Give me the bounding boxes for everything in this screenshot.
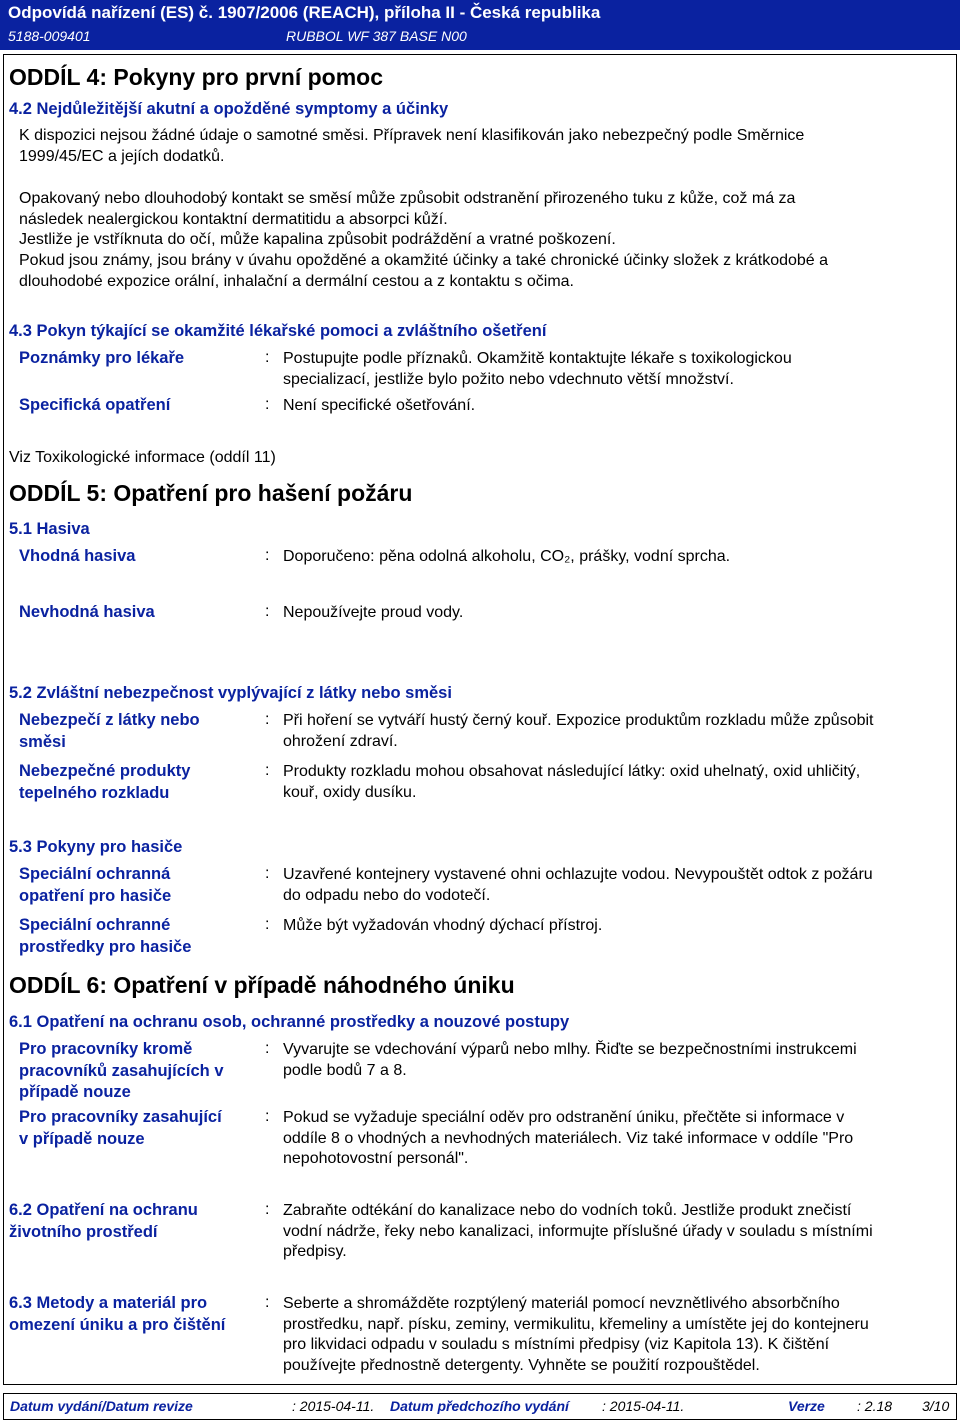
product-code: 5188-009401 — [8, 28, 91, 44]
label-suitable-media: Vhodná hasiva — [19, 547, 136, 565]
footer-issue-label: Datum vydání/Datum revize — [10, 1398, 193, 1414]
paragraph-4-2-data: K dispozici nejsou žádné údaje o samotné směsi. Přípravek není klasifikován jako nebezpečný podle Směrnice 1999/45/EC a jejích dodatků. — [19, 127, 805, 165]
subsection-6-1-title: 6.1 Opatření na ochranu osob, ochranné prostředky a nouzové postupy — [9, 1013, 570, 1031]
footer-version-value: : 2.18 — [857, 1398, 893, 1414]
value-firefighter-measures: Uzavřené kontejnery vystavené ohni ochlazujte vodou. Nevypouštět odtok z požáru do odpadu nebo do vodotečí. — [283, 866, 873, 904]
label-environmental-precautions: 6.2 Opatření na ochranu životního prostředí — [9, 1201, 198, 1241]
paragraph-4-2-effects: Pokud jsou známy, jsou brány v úvahu opožděné a okamžité účinky a také chronické účinky složek z krátkodobé a dlouhodobé expozice orální, inhalační a dermální cestou a z kontaktu s očima. — [19, 252, 829, 290]
colon: : — [265, 762, 270, 779]
product-name: RUBBOL WF 387 BASE N00 — [286, 28, 467, 44]
subsection-5-3-title: 5.3 Pokyny pro hasiče — [9, 838, 183, 856]
footer-version-label: Verze — [788, 1398, 825, 1414]
regulation-title: Odpovídá nařízení (ES) č. 1907/2006 (REACH), příloha II - Česká republika — [8, 3, 601, 22]
value-firefighter-equipment: Může být vyžadován vhodný dýchací přístroj. — [283, 917, 603, 934]
section-4-title: ODDÍL 4: Pokyny pro první pomoc — [9, 64, 384, 90]
value-emergency-responders: Pokud se vyžaduje speciální oděv pro odstranění úniku, přečtěte si informace v oddíle 8 o vhodných a nevhodných materiálech. Viz také informace v oddíle "Pro nepohotovostní personál". — [283, 1109, 854, 1167]
value-unsuitable-media: Nepoužívejte proud vody. — [283, 604, 464, 621]
label-substance-hazard: Nebezpečí z látky nebo směsi — [19, 711, 200, 751]
label-unsuitable-media: Nevhodná hasiva — [19, 603, 155, 621]
footer-page-number: 3/10 — [922, 1398, 950, 1414]
colon: : — [265, 865, 270, 882]
value-environmental-precautions: Zabraňte odtékání do kanalizace nebo do vodních toků. Jestliže produkt znečistí vodní nádrže, řeky nebo kanalizaci, informujte příslušné úřady v souladu s místními předpisy. — [283, 1202, 873, 1260]
label-emergency-responders: Pro pracovníky zasahující v případě nouze — [19, 1108, 222, 1148]
value-non-emergency-personnel: Vyvarujte se vdechování výparů nebo mlhy. Řiďte se bezpečnostními instrukcemi podle bodů 7 a 8. — [283, 1041, 857, 1079]
label-notes-for-doctor: Poznámky pro lékaře — [19, 349, 185, 367]
label-specific-treatment: Specifická opatření — [19, 396, 171, 414]
label-decomposition-products: Nebezpečné produkty tepelného rozkladu — [19, 762, 191, 802]
colon: : — [265, 1108, 270, 1125]
subsection-4-2-title: 4.2 Nejdůležitější akutní a opožděné symptomy a účinky — [9, 100, 449, 118]
footer-previous-value: : 2015-04-11. — [602, 1398, 685, 1414]
paragraph-4-2-skin: Opakovaný nebo dlouhodobý kontakt se směsí může způsobit odstranění přirozeného tuku z kůže, což má za následek nealergickou kontaktní dermatitidu a absorpci kůží. — [19, 190, 796, 228]
document-footer — [3, 1393, 957, 1420]
see-toxicology-note: Viz Toxikologické informace (oddíl 11) — [9, 449, 276, 466]
value-decomposition-products: Produkty rozkladu mohou obsahovat následující látky: oxid uhelnatý, oxid uhličitý, kouř, oxidy dusíku. — [283, 763, 861, 801]
colon: : — [265, 916, 270, 933]
colon: : — [265, 603, 270, 620]
value-notes-for-doctor: Postupujte podle příznaků. Okamžitě kontaktujte lékaře s toxikologickou specializací, jestliže bylo požito nebo vdechnuto větší množství. — [283, 350, 792, 388]
label-non-emergency-personnel: Pro pracovníky kromě pracovníků zasahujících v případě nouze — [19, 1040, 224, 1101]
value-specific-treatment: Není specifické ošetřování. — [283, 397, 476, 414]
value-containment-cleanup: Seberte a shromážděte rozptýlený materiál pomocí nevznětlivého absorbčního prostředku, např. písku, zeminy, vermikulitu, křemeliny a umístěte jej do kontejneru pro likvidaci odpadu v souladu s místními předpisy (viz Kapitola 13). K čištění používejte přednostně detergenty. Vyhněte se použití rozpouštědel. — [283, 1295, 869, 1374]
paragraph-4-2-eyes: Jestliže je vstříknuta do očí, může kapalina způsobit podráždění a vratné poškození. — [19, 231, 616, 248]
section-5-title: ODDÍL 5: Opatření pro hašení požáru — [9, 480, 413, 506]
colon: : — [265, 1294, 270, 1311]
value-suitable-media: Doporučeno: pěna odolná alkoholu, CO₂, prášky, vodní sprcha. — [283, 548, 731, 565]
colon: : — [265, 349, 270, 366]
colon: : — [265, 396, 270, 413]
subsection-5-2-title: 5.2 Zvláštní nebezpečnost vyplývající z látky nebo směsi — [9, 684, 452, 702]
subsection-4-3-title: 4.3 Pokyn týkající se okamžité lékařské pomoci a zvláštního ošetření — [9, 322, 547, 340]
footer-issue-value: : 2015-04-11. — [292, 1398, 375, 1414]
colon: : — [265, 1201, 270, 1218]
colon: : — [265, 1040, 270, 1057]
label-firefighter-equipment: Speciální ochranné prostředky pro hasiče — [19, 916, 192, 956]
footer-previous-label: Datum předchozího vydání — [390, 1398, 569, 1414]
subsection-5-1-title: 5.1 Hasiva — [9, 520, 90, 538]
label-firefighter-measures: Speciální ochranná opatření pro hasiče — [19, 865, 172, 905]
document-header — [0, 0, 960, 50]
label-containment-cleanup: 6.3 Metody a materiál pro omezení úniku a pro čištění — [9, 1294, 226, 1334]
colon: : — [265, 547, 270, 564]
colon: : — [265, 711, 270, 728]
value-substance-hazard: Při hoření se vytváří hustý černý kouř. Expozice produktům rozkladu může způsobit ohrožení zdraví. — [283, 712, 874, 750]
section-6-title: ODDÍL 6: Opatření v případě náhodného úniku — [9, 972, 515, 998]
